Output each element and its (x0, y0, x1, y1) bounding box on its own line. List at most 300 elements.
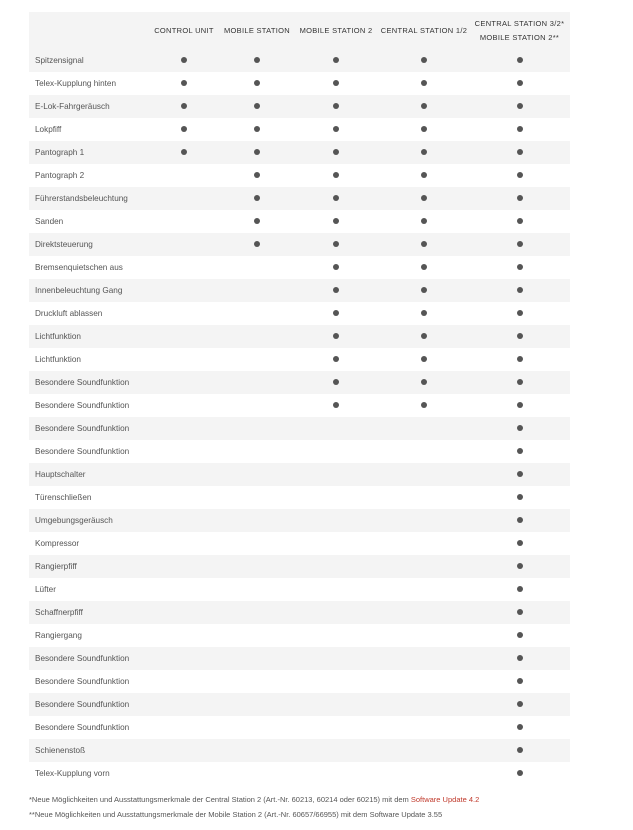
table-row (29, 555, 570, 578)
support-cell (147, 532, 221, 555)
support-cell (221, 256, 293, 279)
support-cell (469, 417, 570, 440)
table-row (29, 49, 570, 72)
table-row (29, 371, 570, 394)
supported-dot-icon (181, 57, 187, 63)
function-name: Kompressor (29, 532, 147, 555)
table-row (29, 601, 570, 624)
support-cell (147, 210, 221, 233)
table-row (29, 509, 570, 532)
function-name: Besondere Soundfunktion (29, 417, 147, 440)
function-compatibility-table (29, 12, 570, 785)
function-name: Bremsenquietschen aus (29, 256, 147, 279)
supported-dot-icon (517, 540, 523, 546)
supported-dot-icon (517, 494, 523, 500)
support-cell (469, 394, 570, 417)
supported-dot-icon (333, 356, 339, 362)
support-cell (469, 693, 570, 716)
support-cell (469, 371, 570, 394)
support-cell (221, 693, 293, 716)
function-name: Spitzensignal (29, 49, 147, 72)
table-row (29, 210, 570, 233)
table-row (29, 118, 570, 141)
supported-dot-icon (517, 471, 523, 477)
supported-dot-icon (254, 103, 260, 109)
support-cell (293, 532, 379, 555)
support-cell (379, 578, 469, 601)
support-cell (221, 371, 293, 394)
support-cell (147, 256, 221, 279)
support-cell (379, 417, 469, 440)
support-cell (147, 233, 221, 256)
supported-dot-icon (517, 425, 523, 431)
function-name: Hauptschalter (29, 463, 147, 486)
support-cell (469, 647, 570, 670)
support-cell (293, 49, 379, 72)
support-cell (469, 555, 570, 578)
support-cell (147, 187, 221, 210)
supported-dot-icon (517, 149, 523, 155)
support-cell (147, 302, 221, 325)
function-name: Besondere Soundfunktion (29, 647, 147, 670)
support-cell (221, 279, 293, 302)
support-cell (469, 302, 570, 325)
supported-dot-icon (254, 149, 260, 155)
table-row (29, 532, 570, 555)
support-cell (469, 601, 570, 624)
supported-dot-icon (517, 103, 523, 109)
support-cell (379, 72, 469, 95)
support-cell (147, 670, 221, 693)
supported-dot-icon (333, 80, 339, 86)
supported-dot-icon (421, 333, 427, 339)
supported-dot-icon (421, 126, 427, 132)
function-name: Besondere Soundfunktion (29, 716, 147, 739)
support-cell (147, 118, 221, 141)
supported-dot-icon (333, 172, 339, 178)
support-cell (147, 739, 221, 762)
supported-dot-icon (517, 402, 523, 408)
table-row (29, 394, 570, 417)
function-name: Türenschließen (29, 486, 147, 509)
supported-dot-icon (421, 402, 427, 408)
support-cell (379, 532, 469, 555)
supported-dot-icon (181, 80, 187, 86)
supported-dot-icon (517, 264, 523, 270)
table-row (29, 164, 570, 187)
support-cell (379, 187, 469, 210)
support-cell (293, 279, 379, 302)
support-cell (379, 693, 469, 716)
support-cell (469, 256, 570, 279)
function-name: Besondere Soundfunktion (29, 394, 147, 417)
support-cell (221, 49, 293, 72)
support-cell (379, 141, 469, 164)
support-cell (147, 325, 221, 348)
table-row (29, 187, 570, 210)
supported-dot-icon (421, 287, 427, 293)
function-name: Druckluft ablassen (29, 302, 147, 325)
table-row (29, 256, 570, 279)
supported-dot-icon (421, 264, 427, 270)
supported-dot-icon (333, 195, 339, 201)
support-cell (221, 233, 293, 256)
support-cell (221, 394, 293, 417)
table-row (29, 233, 570, 256)
support-cell (147, 95, 221, 118)
table-row (29, 141, 570, 164)
support-cell (293, 486, 379, 509)
table-row (29, 302, 570, 325)
support-cell (221, 739, 293, 762)
table-body (29, 49, 570, 785)
support-cell (221, 509, 293, 532)
table-row (29, 716, 570, 739)
supported-dot-icon (254, 57, 260, 63)
table-row (29, 670, 570, 693)
supported-dot-icon (517, 586, 523, 592)
support-cell (379, 371, 469, 394)
support-cell (221, 417, 293, 440)
support-cell (469, 348, 570, 371)
support-cell (293, 348, 379, 371)
function-name: Telex-Kupplung vorn (29, 762, 147, 785)
support-cell (293, 739, 379, 762)
support-cell (379, 256, 469, 279)
supported-dot-icon (421, 356, 427, 362)
support-cell (379, 164, 469, 187)
supported-dot-icon (333, 103, 339, 109)
support-cell (469, 164, 570, 187)
support-cell (147, 72, 221, 95)
table-row (29, 486, 570, 509)
support-cell (293, 118, 379, 141)
supported-dot-icon (254, 126, 260, 132)
header-central-station-1-2: CENTRAL STATION 1/2 (379, 12, 469, 49)
support-cell (379, 762, 469, 785)
support-cell (469, 187, 570, 210)
support-cell (293, 509, 379, 532)
support-cell (293, 624, 379, 647)
support-cell (293, 141, 379, 164)
supported-dot-icon (421, 172, 427, 178)
supported-dot-icon (181, 103, 187, 109)
supported-dot-icon (517, 80, 523, 86)
supported-dot-icon (333, 402, 339, 408)
support-cell (293, 95, 379, 118)
support-cell (147, 371, 221, 394)
supported-dot-icon (517, 563, 523, 569)
supported-dot-icon (333, 149, 339, 155)
supported-dot-icon (254, 80, 260, 86)
function-name: E-Lok-Fahrgeräusch (29, 95, 147, 118)
table-row (29, 762, 570, 785)
support-cell (147, 601, 221, 624)
supported-dot-icon (517, 241, 523, 247)
support-cell (221, 440, 293, 463)
header-mobile-station-2: MOBILE STATION 2 (293, 12, 379, 49)
support-cell (379, 49, 469, 72)
function-name: Lokpfiff (29, 118, 147, 141)
supported-dot-icon (517, 747, 523, 753)
supported-dot-icon (517, 310, 523, 316)
supported-dot-icon (517, 609, 523, 615)
function-name: Rangiergang (29, 624, 147, 647)
table-row (29, 348, 570, 371)
supported-dot-icon (333, 287, 339, 293)
support-cell (379, 279, 469, 302)
support-cell (469, 440, 570, 463)
header-control-unit: CONTROL UNIT (147, 12, 221, 49)
supported-dot-icon (517, 632, 523, 638)
support-cell (147, 463, 221, 486)
support-cell (379, 348, 469, 371)
support-cell (221, 716, 293, 739)
support-cell (293, 762, 379, 785)
supported-dot-icon (421, 80, 427, 86)
supported-dot-icon (333, 379, 339, 385)
function-name: Lichtfunktion (29, 325, 147, 348)
function-name: Innenbeleuchtung Gang (29, 279, 147, 302)
support-cell (221, 348, 293, 371)
function-name: Rangierpfiff (29, 555, 147, 578)
function-name: Besondere Soundfunktion (29, 371, 147, 394)
support-cell (293, 417, 379, 440)
support-cell (147, 647, 221, 670)
support-cell (379, 440, 469, 463)
support-cell (379, 509, 469, 532)
supported-dot-icon (254, 241, 260, 247)
support-cell (293, 233, 379, 256)
support-cell (293, 670, 379, 693)
supported-dot-icon (517, 701, 523, 707)
support-cell (147, 394, 221, 417)
support-cell (469, 463, 570, 486)
function-name: Sanden (29, 210, 147, 233)
footnote-central-station (29, 795, 479, 804)
supported-dot-icon (517, 517, 523, 523)
supported-dot-icon (181, 126, 187, 132)
supported-dot-icon (517, 678, 523, 684)
support-cell (147, 716, 221, 739)
supported-dot-icon (333, 310, 339, 316)
supported-dot-icon (517, 379, 523, 385)
supported-dot-icon (254, 195, 260, 201)
support-cell (293, 256, 379, 279)
supported-dot-icon (517, 724, 523, 730)
support-cell (469, 72, 570, 95)
supported-dot-icon (254, 218, 260, 224)
support-cell (379, 118, 469, 141)
support-cell (379, 739, 469, 762)
supported-dot-icon (421, 379, 427, 385)
table-row (29, 325, 570, 348)
function-name: Besondere Soundfunktion (29, 670, 147, 693)
function-name: Direktsteuerung (29, 233, 147, 256)
function-name: Führerstandsbeleuchtung (29, 187, 147, 210)
supported-dot-icon (517, 333, 523, 339)
supported-dot-icon (333, 126, 339, 132)
support-cell (293, 647, 379, 670)
support-cell (379, 95, 469, 118)
supported-dot-icon (517, 287, 523, 293)
supported-dot-icon (517, 172, 523, 178)
support-cell (469, 762, 570, 785)
support-cell (379, 210, 469, 233)
function-name: Telex-Kupplung hinten (29, 72, 147, 95)
support-cell (221, 601, 293, 624)
support-cell (469, 233, 570, 256)
header-mobile-station: MOBILE STATION (221, 12, 293, 49)
supported-dot-icon (421, 218, 427, 224)
support-cell (469, 95, 570, 118)
table-row (29, 624, 570, 647)
table-row (29, 279, 570, 302)
support-cell (379, 624, 469, 647)
table-row (29, 463, 570, 486)
support-cell (221, 164, 293, 187)
support-cell (469, 739, 570, 762)
support-cell (469, 486, 570, 509)
function-name: Besondere Soundfunktion (29, 440, 147, 463)
support-cell (221, 647, 293, 670)
support-cell (469, 624, 570, 647)
support-cell (221, 141, 293, 164)
support-cell (147, 164, 221, 187)
support-cell (379, 716, 469, 739)
support-cell (293, 302, 379, 325)
support-cell (147, 578, 221, 601)
support-cell (293, 72, 379, 95)
support-cell (379, 325, 469, 348)
support-cell (221, 463, 293, 486)
support-cell (469, 509, 570, 532)
function-name: Pantograph 1 (29, 141, 147, 164)
table-row (29, 72, 570, 95)
support-cell (379, 233, 469, 256)
function-name: Lichtfunktion (29, 348, 147, 371)
support-cell (221, 325, 293, 348)
support-cell (221, 532, 293, 555)
function-name: Lüfter (29, 578, 147, 601)
support-cell (221, 210, 293, 233)
table-row (29, 578, 570, 601)
supported-dot-icon (517, 218, 523, 224)
support-cell (469, 578, 570, 601)
supported-dot-icon (333, 241, 339, 247)
support-cell (293, 325, 379, 348)
support-cell (469, 532, 570, 555)
support-cell (221, 624, 293, 647)
footnote-1-text: *Neue Möglichkeiten und Ausstattungsmerkmale der Central Station 2 (Art.-Nr. 60213, 60214 oder 60215) mit dem (29, 795, 411, 804)
support-cell (293, 716, 379, 739)
support-cell (379, 486, 469, 509)
support-cell (221, 486, 293, 509)
support-cell (379, 302, 469, 325)
function-name: Pantograph 2 (29, 164, 147, 187)
support-cell (379, 394, 469, 417)
support-cell (147, 486, 221, 509)
software-update-link[interactable]: Software Update 4.2 (410, 795, 480, 804)
support-cell (293, 187, 379, 210)
footnote-mobile-station-2 (29, 810, 442, 819)
support-cell (469, 325, 570, 348)
support-cell (147, 49, 221, 72)
supported-dot-icon (421, 149, 427, 155)
support-cell (147, 762, 221, 785)
support-cell (379, 463, 469, 486)
support-cell (293, 578, 379, 601)
supported-dot-icon (421, 310, 427, 316)
support-cell (147, 348, 221, 371)
support-cell (147, 693, 221, 716)
support-cell (147, 624, 221, 647)
support-cell (147, 440, 221, 463)
function-name: Umgebungsgeräusch (29, 509, 147, 532)
supported-dot-icon (517, 448, 523, 454)
supported-dot-icon (517, 195, 523, 201)
supported-dot-icon (517, 126, 523, 132)
supported-dot-icon (254, 172, 260, 178)
support-cell (221, 670, 293, 693)
function-name: Besondere Soundfunktion (29, 693, 147, 716)
support-cell (221, 578, 293, 601)
support-cell (147, 279, 221, 302)
supported-dot-icon (333, 333, 339, 339)
support-cell (293, 601, 379, 624)
support-cell (293, 463, 379, 486)
supported-dot-icon (333, 57, 339, 63)
supported-dot-icon (333, 218, 339, 224)
table-row (29, 417, 570, 440)
header-function (29, 12, 147, 49)
table-row (29, 440, 570, 463)
table-row (29, 693, 570, 716)
supported-dot-icon (421, 57, 427, 63)
support-cell (221, 95, 293, 118)
header-central-station-3-2 (469, 12, 570, 49)
support-cell (147, 509, 221, 532)
support-cell (469, 118, 570, 141)
supported-dot-icon (421, 241, 427, 247)
table-row (29, 647, 570, 670)
supported-dot-icon (517, 57, 523, 63)
support-cell (293, 371, 379, 394)
header-row (29, 12, 570, 49)
support-cell (147, 417, 221, 440)
support-cell (379, 601, 469, 624)
function-name: Schienenstoß (29, 739, 147, 762)
support-cell (469, 670, 570, 693)
supported-dot-icon (517, 655, 523, 661)
support-cell (469, 210, 570, 233)
support-cell (221, 72, 293, 95)
supported-dot-icon (421, 195, 427, 201)
support-cell (221, 555, 293, 578)
support-cell (469, 279, 570, 302)
supported-dot-icon (333, 264, 339, 270)
support-cell (469, 49, 570, 72)
support-cell (221, 302, 293, 325)
table-row (29, 739, 570, 762)
support-cell (293, 555, 379, 578)
supported-dot-icon (517, 356, 523, 362)
support-cell (221, 187, 293, 210)
header-central-station-3-2-text: CENTRAL STATION 3/2* MOBILE STATION 2** (474, 18, 565, 42)
support-cell (469, 141, 570, 164)
footnote-2-text: **Neue Möglichkeiten und Ausstattungsmerkmale der Mobile Station 2 (Art.-Nr. 60657/66955) mit dem Software Update 3.55 (29, 810, 443, 819)
support-cell (379, 647, 469, 670)
